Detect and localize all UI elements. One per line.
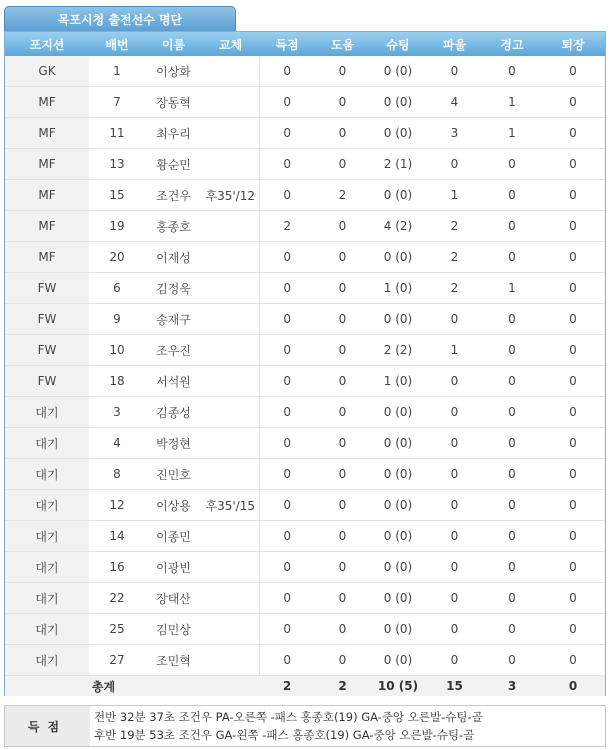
roster-table-container [4, 31, 606, 696]
cell-assists: 0 [315, 56, 370, 87]
cell-name: 송재구 [145, 304, 202, 335]
cell-substitution [202, 521, 259, 552]
cell-shots: 0 (0) [370, 614, 426, 645]
cell-goals: 0 [259, 366, 315, 397]
table-row [5, 211, 605, 242]
cell-goals: 0 [259, 521, 315, 552]
cell-name: 조우진 [145, 335, 202, 366]
cell-ejections: 0 [541, 180, 605, 211]
cell-assists: 0 [315, 459, 370, 490]
cell-goals: 0 [259, 335, 315, 366]
cell-name: 서석원 [145, 366, 202, 397]
cell-position: 대기 [5, 459, 89, 490]
cell-ejections: 0 [541, 490, 605, 521]
cell-number: 3 [89, 397, 145, 428]
cell-substitution: 후35'/15 [202, 490, 259, 521]
cell-substitution [202, 149, 259, 180]
table-row [5, 521, 605, 552]
cell-goals: 0 [259, 180, 315, 211]
cell-ejections: 0 [541, 428, 605, 459]
cell-warnings: 0 [483, 521, 541, 552]
cell-shots: 0 (0) [370, 459, 426, 490]
cell-number: 22 [89, 583, 145, 614]
cell-substitution [202, 645, 259, 676]
cell-fouls: 0 [426, 645, 483, 676]
cell-ejections: 0 [541, 87, 605, 118]
cell-fouls: 0 [426, 521, 483, 552]
cell-substitution [202, 366, 259, 397]
cell-name: 이종민 [145, 521, 202, 552]
cell-goals: 0 [259, 273, 315, 304]
cell-assists: 0 [315, 87, 370, 118]
totals-label: 총계 [5, 676, 202, 697]
table-row [5, 335, 605, 366]
cell-assists: 0 [315, 552, 370, 583]
cell-substitution [202, 118, 259, 149]
cell-position: FW [5, 273, 89, 304]
table-header-row [5, 32, 605, 56]
cell-assists: 0 [315, 118, 370, 149]
cell-fouls: 2 [426, 211, 483, 242]
cell-name: 김정욱 [145, 273, 202, 304]
cell-position: MF [5, 149, 89, 180]
column-header: 경고 [483, 32, 541, 56]
cell-shots: 0 (0) [370, 552, 426, 583]
cell-fouls: 0 [426, 614, 483, 645]
cell-number: 4 [89, 428, 145, 459]
cell-fouls: 4 [426, 87, 483, 118]
cell-shots: 0 (0) [370, 583, 426, 614]
cell-shots: 1 (0) [370, 273, 426, 304]
cell-ejections: 0 [541, 645, 605, 676]
cell-shots: 4 (2) [370, 211, 426, 242]
cell-position: 대기 [5, 552, 89, 583]
cell-position: 대기 [5, 490, 89, 521]
cell-assists: 2 [315, 180, 370, 211]
cell-position: 대기 [5, 583, 89, 614]
cell-warnings: 0 [483, 56, 541, 87]
table-row [5, 273, 605, 304]
cell-assists: 0 [315, 583, 370, 614]
cell-name: 최우리 [145, 118, 202, 149]
cell-name: 조민혁 [145, 645, 202, 676]
cell-ejections: 0 [541, 397, 605, 428]
roster-tab-title: 목포시청 출전선수 명단 [57, 12, 183, 27]
cell-goals: 0 [259, 56, 315, 87]
cell-warnings: 0 [483, 149, 541, 180]
cell-warnings: 1 [483, 273, 541, 304]
cell-fouls: 0 [426, 428, 483, 459]
cell-warnings: 0 [483, 180, 541, 211]
cell-position: MF [5, 87, 89, 118]
cell-ejections: 0 [541, 211, 605, 242]
cell-position: 대기 [5, 521, 89, 552]
cell-assists: 0 [315, 366, 370, 397]
totals-assists: 2 [315, 676, 370, 697]
goal-summary-lines [90, 706, 605, 746]
cell-name: 홍종호 [145, 211, 202, 242]
cell-substitution [202, 614, 259, 645]
cell-goals: 0 [259, 397, 315, 428]
cell-ejections: 0 [541, 366, 605, 397]
cell-goals: 0 [259, 459, 315, 490]
cell-fouls: 0 [426, 552, 483, 583]
cell-fouls: 2 [426, 273, 483, 304]
totals-sub [202, 676, 259, 697]
cell-substitution [202, 87, 259, 118]
cell-shots: 0 (0) [370, 397, 426, 428]
cell-goals: 0 [259, 583, 315, 614]
cell-ejections: 0 [541, 304, 605, 335]
cell-fouls: 0 [426, 397, 483, 428]
cell-shots: 0 (0) [370, 87, 426, 118]
cell-number: 6 [89, 273, 145, 304]
cell-assists: 0 [315, 397, 370, 428]
column-header: 도움 [315, 32, 370, 56]
cell-goals: 0 [259, 490, 315, 521]
cell-name: 장태산 [145, 583, 202, 614]
cell-warnings: 1 [483, 87, 541, 118]
cell-substitution [202, 459, 259, 490]
column-header: 득점 [259, 32, 315, 56]
cell-name: 황순민 [145, 149, 202, 180]
table-row [5, 490, 605, 521]
table-row [5, 397, 605, 428]
cell-warnings: 0 [483, 211, 541, 242]
cell-ejections: 0 [541, 583, 605, 614]
table-row [5, 118, 605, 149]
cell-name: 조건우 [145, 180, 202, 211]
cell-shots: 0 (0) [370, 242, 426, 273]
cell-position: 대기 [5, 614, 89, 645]
goal-summary-label: 득점 [5, 706, 90, 746]
cell-assists: 0 [315, 645, 370, 676]
cell-warnings: 0 [483, 242, 541, 273]
cell-fouls: 0 [426, 490, 483, 521]
cell-name: 진민호 [145, 459, 202, 490]
cell-warnings: 0 [483, 583, 541, 614]
cell-assists: 0 [315, 335, 370, 366]
cell-goals: 0 [259, 118, 315, 149]
cell-number: 9 [89, 304, 145, 335]
cell-number: 12 [89, 490, 145, 521]
cell-position: MF [5, 180, 89, 211]
cell-shots: 0 (0) [370, 428, 426, 459]
cell-name: 김종성 [145, 397, 202, 428]
totals-ejections: 0 [541, 676, 605, 697]
column-header: 배번 [89, 32, 145, 56]
cell-ejections: 0 [541, 149, 605, 180]
column-header: 퇴장 [541, 32, 605, 56]
cell-substitution [202, 273, 259, 304]
totals-fouls: 15 [426, 676, 483, 697]
cell-ejections: 0 [541, 552, 605, 583]
cell-fouls: 0 [426, 366, 483, 397]
cell-warnings: 1 [483, 118, 541, 149]
column-header: 이름 [145, 32, 202, 56]
cell-goals: 0 [259, 614, 315, 645]
table-row [5, 242, 605, 273]
cell-number: 8 [89, 459, 145, 490]
cell-position: FW [5, 335, 89, 366]
column-header: 파울 [426, 32, 483, 56]
totals-shots: 10 (5) [370, 676, 426, 697]
cell-position: 대기 [5, 397, 89, 428]
cell-assists: 0 [315, 149, 370, 180]
table-row [5, 614, 605, 645]
cell-substitution [202, 552, 259, 583]
cell-substitution [202, 242, 259, 273]
cell-ejections: 0 [541, 273, 605, 304]
cell-warnings: 0 [483, 366, 541, 397]
goal-line: 후반 19분 53초 조건우 GA-왼쪽 -패스 홍종호(19) GA-중앙 오른발-슈팅-골 [94, 728, 475, 742]
cell-number: 14 [89, 521, 145, 552]
cell-fouls: 0 [426, 583, 483, 614]
cell-number: 19 [89, 211, 145, 242]
cell-shots: 2 (1) [370, 149, 426, 180]
cell-goals: 0 [259, 304, 315, 335]
cell-number: 10 [89, 335, 145, 366]
cell-fouls: 3 [426, 118, 483, 149]
cell-warnings: 0 [483, 645, 541, 676]
cell-warnings: 0 [483, 552, 541, 583]
cell-shots: 2 (2) [370, 335, 426, 366]
cell-fouls: 0 [426, 459, 483, 490]
totals-warnings: 3 [483, 676, 541, 697]
cell-name: 김민상 [145, 614, 202, 645]
cell-warnings: 0 [483, 397, 541, 428]
cell-number: 20 [89, 242, 145, 273]
cell-shots: 0 (0) [370, 490, 426, 521]
cell-shots: 0 (0) [370, 645, 426, 676]
cell-ejections: 0 [541, 335, 605, 366]
cell-substitution [202, 428, 259, 459]
cell-number: 15 [89, 180, 145, 211]
cell-fouls: 0 [426, 304, 483, 335]
cell-substitution: 후35'/12 [202, 180, 259, 211]
cell-position: FW [5, 304, 89, 335]
table-row [5, 149, 605, 180]
cell-warnings: 0 [483, 490, 541, 521]
cell-warnings: 0 [483, 614, 541, 645]
cell-substitution [202, 56, 259, 87]
cell-ejections: 0 [541, 56, 605, 87]
cell-goals: 0 [259, 149, 315, 180]
cell-assists: 0 [315, 521, 370, 552]
cell-substitution [202, 335, 259, 366]
cell-name: 이재성 [145, 242, 202, 273]
roster-table [5, 32, 605, 696]
cell-assists: 0 [315, 304, 370, 335]
cell-substitution [202, 397, 259, 428]
cell-assists: 0 [315, 490, 370, 521]
cell-fouls: 1 [426, 335, 483, 366]
cell-position: MF [5, 242, 89, 273]
cell-shots: 0 (0) [370, 521, 426, 552]
cell-assists: 0 [315, 273, 370, 304]
table-row [5, 366, 605, 397]
cell-goals: 0 [259, 645, 315, 676]
table-row [5, 180, 605, 211]
cell-number: 27 [89, 645, 145, 676]
cell-goals: 0 [259, 87, 315, 118]
cell-position: MF [5, 118, 89, 149]
cell-number: 11 [89, 118, 145, 149]
cell-number: 7 [89, 87, 145, 118]
cell-fouls: 1 [426, 180, 483, 211]
column-header: 슈팅 [370, 32, 426, 56]
column-header: 포지션 [5, 32, 89, 56]
goal-line: 전반 32분 37초 조건우 PA-오른쪽 -패스 홍종호(19) GA-중앙 오른발-슈팅-골 [94, 710, 483, 724]
cell-position: MF [5, 211, 89, 242]
cell-shots: 0 (0) [370, 56, 426, 87]
table-row [5, 552, 605, 583]
cell-goals: 0 [259, 552, 315, 583]
cell-assists: 0 [315, 242, 370, 273]
cell-warnings: 0 [483, 459, 541, 490]
cell-warnings: 0 [483, 304, 541, 335]
cell-warnings: 0 [483, 335, 541, 366]
cell-name: 이상용 [145, 490, 202, 521]
table-row [5, 428, 605, 459]
cell-goals: 0 [259, 242, 315, 273]
cell-shots: 0 (0) [370, 304, 426, 335]
goal-summary [4, 705, 606, 747]
roster-tab[interactable] [4, 6, 236, 31]
cell-name: 박정현 [145, 428, 202, 459]
cell-goals: 0 [259, 428, 315, 459]
table-row [5, 459, 605, 490]
cell-shots: 0 (0) [370, 180, 426, 211]
cell-number: 25 [89, 614, 145, 645]
cell-number: 16 [89, 552, 145, 583]
cell-position: GK [5, 56, 89, 87]
cell-assists: 0 [315, 428, 370, 459]
cell-ejections: 0 [541, 614, 605, 645]
cell-ejections: 0 [541, 118, 605, 149]
cell-number: 18 [89, 366, 145, 397]
cell-assists: 0 [315, 614, 370, 645]
cell-substitution [202, 583, 259, 614]
table-row [5, 56, 605, 87]
cell-fouls: 2 [426, 242, 483, 273]
cell-number: 13 [89, 149, 145, 180]
cell-warnings: 0 [483, 428, 541, 459]
cell-shots: 0 (0) [370, 118, 426, 149]
cell-substitution [202, 304, 259, 335]
cell-ejections: 0 [541, 242, 605, 273]
cell-assists: 0 [315, 211, 370, 242]
totals-goals: 2 [259, 676, 315, 697]
cell-goals: 2 [259, 211, 315, 242]
table-row [5, 87, 605, 118]
cell-ejections: 0 [541, 521, 605, 552]
cell-position: 대기 [5, 645, 89, 676]
totals-row [5, 676, 605, 697]
cell-name: 이광빈 [145, 552, 202, 583]
cell-position: 대기 [5, 428, 89, 459]
cell-name: 장동혁 [145, 87, 202, 118]
table-row [5, 583, 605, 614]
cell-fouls: 0 [426, 56, 483, 87]
cell-fouls: 0 [426, 149, 483, 180]
cell-substitution [202, 211, 259, 242]
cell-ejections: 0 [541, 459, 605, 490]
column-header: 교체 [202, 32, 259, 56]
cell-name: 이상화 [145, 56, 202, 87]
table-row [5, 304, 605, 335]
cell-number: 1 [89, 56, 145, 87]
cell-shots: 1 (0) [370, 366, 426, 397]
table-row [5, 645, 605, 676]
cell-position: FW [5, 366, 89, 397]
